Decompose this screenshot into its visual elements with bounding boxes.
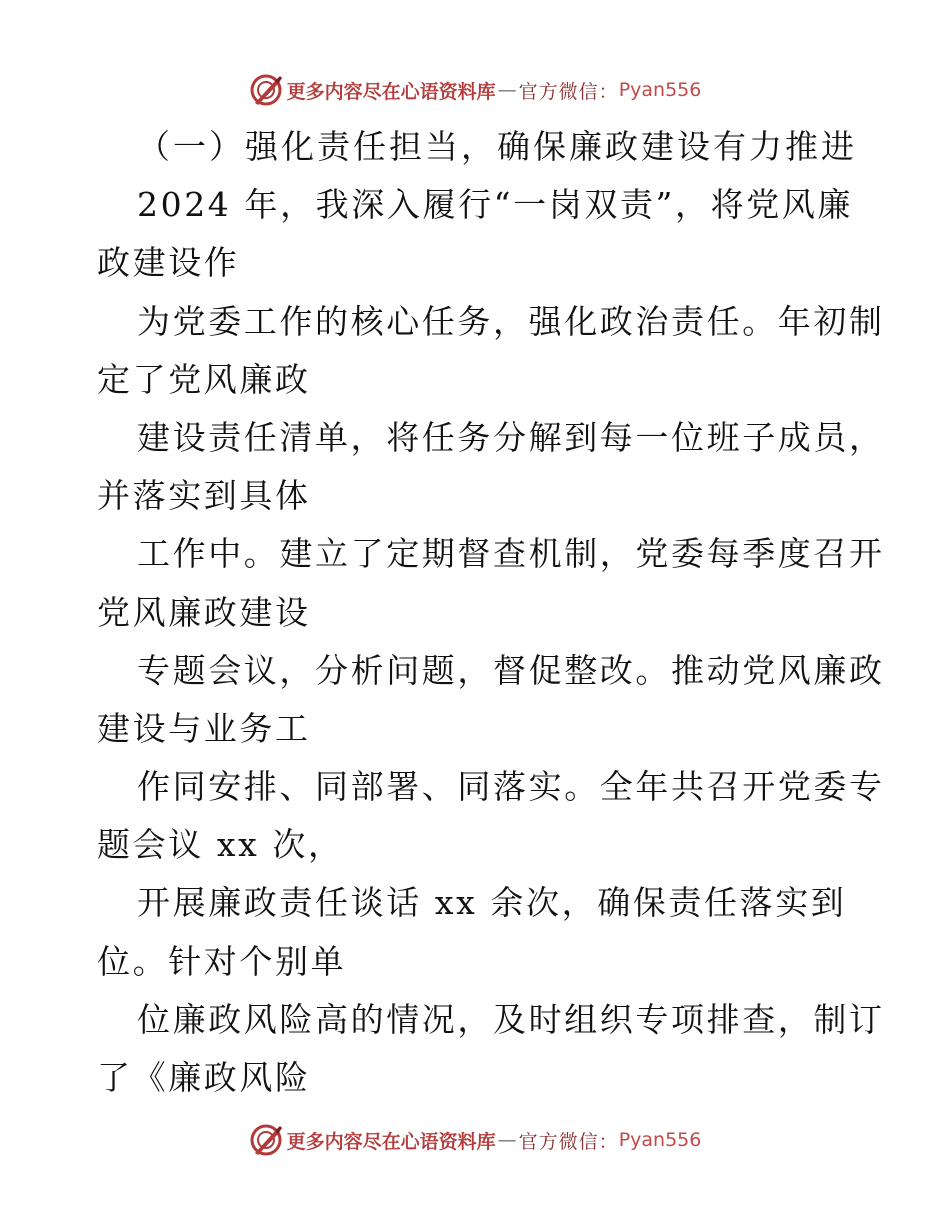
text-line: 定了党风廉政 [97,359,311,399]
pen-logo-icon [249,1123,283,1157]
text-line: 2024 年，我深入履行“一岗双责”，将党风廉 [137,185,854,225]
watermark-brand: 更多内容尽在心语资料库 [286,1130,496,1153]
text-line: 位廉政风险高的情况，及时组织专项排查，制订 [137,999,885,1039]
text-line: 建设责任清单，将任务分解到每一位班子成员， [137,417,885,457]
text-line: 作同安排、同部署、同落实。全年共召开党委专 [137,767,885,807]
paragraph-lines [97,176,885,1107]
footer-watermark [0,1120,950,1160]
section-heading: （一）强化责任担当，确保廉政建设有力推进 [137,127,857,166]
watermark-brand: 更多内容尽在心语资料库 [286,80,496,103]
pen-logo-icon [249,73,283,107]
text-line: 并落实到具体 [97,476,311,516]
text-line: 党风廉政建设 [97,592,311,632]
text-line: 为党委工作的核心任务，强化政治责任。年初制 [137,301,885,341]
document-body [97,118,885,1107]
watermark-id: Pyan556 [618,79,702,101]
watermark-subtitle: 官方微信： [518,80,619,103]
text-line: 题会议 xx 次， [97,825,344,865]
text-line: 开展廉政责任谈话 xx 余次，确保责任落实到 [137,883,847,923]
text-line: 工作中。建立了定期督查机制，党委每季度召开 [137,534,885,574]
text-line: 专题会议，分析问题，督促整改。推动党风廉政 [137,650,885,690]
header-watermark [0,70,950,110]
watermark-separator: — [497,1129,517,1151]
text-line: 位。针对个别单 [97,941,347,981]
watermark-id: Pyan556 [618,1129,702,1151]
text-line: 建设与业务工 [97,708,311,748]
text-line: 了《廉政风险 [97,1058,311,1097]
watermark-separator: — [497,79,517,101]
watermark-subtitle: 官方微信： [518,1130,619,1153]
text-line: 政建设作 [97,243,240,283]
